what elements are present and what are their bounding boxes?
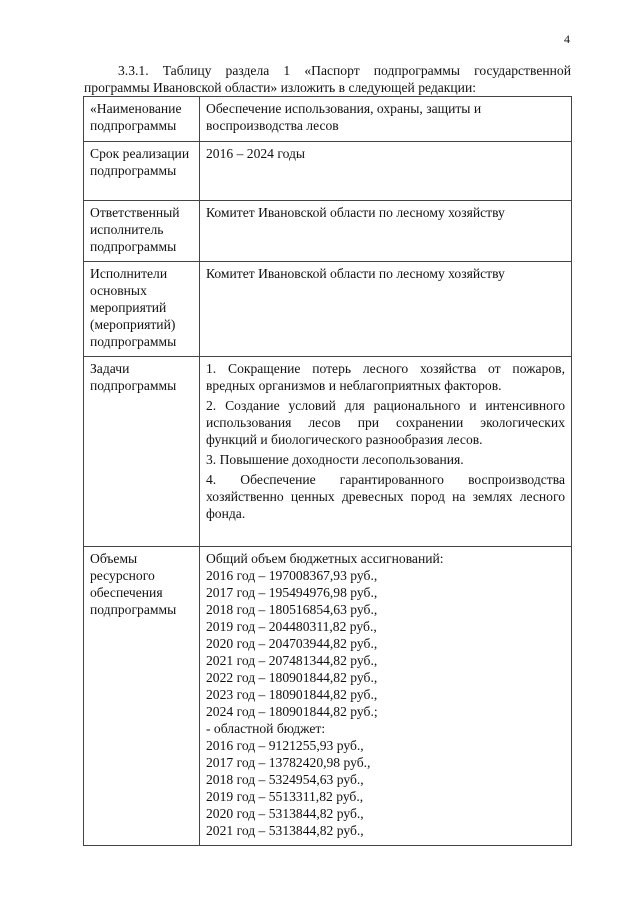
passport-table [83,96,572,846]
table-row [84,97,572,142]
funding-value [200,547,572,846]
name-label: «Наименование подпрограммы [84,97,200,142]
table-row [84,142,572,201]
funding-line: 2018 год – 5324954,63 руб., [206,772,364,787]
funding-line: 2018 год – 180516854,63 руб., [206,602,378,617]
executors-value: Комитет Ивановской области по лесному хозяйству [200,262,572,357]
funding-line: 2020 год – 204703944,82 руб., [206,636,378,651]
funding-line: 2024 год – 180901844,82 руб.; [206,704,378,719]
table-row [84,262,572,357]
executors-label: Исполнители основных мероприятий (мероприятий) подпрограммы [84,262,200,357]
name-value: Обеспечение использования, охраны, защиты и воспроизводства лесов [200,97,572,142]
funding-line: - областной бюджет: [206,721,326,736]
tasks-label: Задачи подпрограммы [84,357,200,547]
funding-line: 2023 год – 180901844,82 руб., [206,687,378,702]
table-row [84,547,572,846]
funding-line: 2020 год – 5313844,82 руб., [206,806,364,821]
funding-line: Общий объем бюджетных ассигнований: [206,551,444,566]
task-item: 1. Сокращение потерь лесного хозяйства от пожаров, вредных организмов и неблагоприятных факторов. [206,361,565,393]
responsible-label: Ответственный исполнитель подпрограммы [84,201,200,262]
funding-line: 2019 год – 5513311,82 руб., [206,789,364,804]
table-row [84,201,572,262]
task-item: 2. Создание условий для рационального и интенсивного использования лесов при сохранении экологических функций и биологического разнообразия лесов. [206,398,565,447]
page-number: 4 [564,32,570,46]
funding-label: Объемы ресурсного обеспечения подпрограммы [84,547,200,846]
intro-paragraph [84,62,571,96]
table-row [84,357,572,547]
task-item: 4. Обеспечение гарантированного воспроизводства хозяйственно ценных древесных пород на землях лесного фонда. [206,472,565,521]
funding-line: 2021 год – 207481344,82 руб., [206,653,378,668]
period-value: 2016 – 2024 годы [200,142,572,201]
funding-line: 2021 год – 5313844,82 руб., [206,823,364,838]
funding-line: 2016 год – 197008367,93 руб., [206,568,378,583]
period-label: Срок реализации подпрограммы [84,142,200,201]
funding-line: 2017 год – 13782420,98 руб., [206,755,371,770]
intro-text: 3.3.1. Таблицу раздела 1 «Паспорт подпрограммы государственной программы Ивановской области» изложить в следующей редакции: [84,63,571,95]
funding-line: 2016 год – 9121255,93 руб., [206,738,364,753]
funding-line: 2022 год – 180901844,82 руб., [206,670,378,685]
tasks-value [200,357,572,547]
responsible-value: Комитет Ивановской области по лесному хозяйству [200,201,572,262]
task-item: 3. Повышение доходности лесопользования. [206,452,464,467]
funding-line: 2019 год – 204480311,82 руб., [206,619,377,634]
funding-line: 2017 год – 195494976,98 руб., [206,585,378,600]
